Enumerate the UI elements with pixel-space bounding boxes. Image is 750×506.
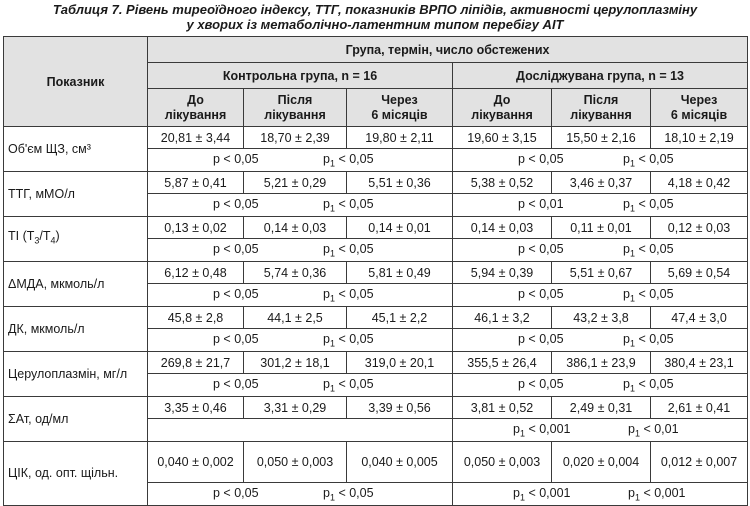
table-cell: 0,050 ± 0,003 bbox=[244, 442, 347, 483]
table-cell: 19,60 ± 3,15 bbox=[453, 127, 552, 149]
row-label: ДК, мкмоль/л bbox=[4, 307, 148, 352]
row-label: Об'єм ЩЗ, см³ bbox=[4, 127, 148, 172]
caption-line-2: у хворих із метаболічно-латентним типом перебігу АІТ bbox=[186, 17, 564, 32]
table-cell: 5,69 ± 0,54 bbox=[651, 262, 748, 284]
p-control bbox=[148, 419, 453, 442]
p-control: p < 0,05 $p_1 < 0,05$ bbox=[148, 149, 453, 172]
table-cell: 2,61 ± 0,41 bbox=[651, 397, 748, 419]
p-study: p < 0,05 $p_1 < 0,05$ bbox=[453, 284, 748, 307]
table-cell: 19,80 ± 2,11 bbox=[347, 127, 453, 149]
table-cell: 0,050 ± 0,003 bbox=[453, 442, 552, 483]
table-cell: 47,4 ± 3,0 bbox=[651, 307, 748, 329]
table-cell: 301,2 ± 18,1 bbox=[244, 352, 347, 374]
table-cell: 6,12 ± 0,48 bbox=[148, 262, 244, 284]
table-cell: 5,87 ± 0,41 bbox=[148, 172, 244, 194]
table-cell: 4,18 ± 0,42 bbox=[651, 172, 748, 194]
p-study: $p_1 < 0,001$ $p_1 < 0,01$ bbox=[453, 419, 748, 442]
table-cell: 0,11 ± 0,01 bbox=[552, 217, 651, 239]
table-cell: 5,51 ± 0,67 bbox=[552, 262, 651, 284]
p-study: $p_1 < 0,001$ $p_1 < 0,001$ bbox=[453, 483, 748, 506]
table-caption bbox=[0, 0, 750, 36]
header-study-before: До лікування bbox=[453, 89, 552, 127]
table-cell: 386,1 ± 23,9 bbox=[552, 352, 651, 374]
table-cell: 15,50 ± 2,16 bbox=[552, 127, 651, 149]
p-control: p < 0,05 $p_1 < 0,05$ bbox=[148, 374, 453, 397]
table-cell: 0,020 ± 0,004 bbox=[552, 442, 651, 483]
table-cell: 20,81 ± 3,44 bbox=[148, 127, 244, 149]
table-cell: 5,74 ± 0,36 bbox=[244, 262, 347, 284]
table-cell: 18,10 ± 2,19 bbox=[651, 127, 748, 149]
table-cell: 44,1 ± 2,5 bbox=[244, 307, 347, 329]
table-cell: 319,0 ± 20,1 bbox=[347, 352, 453, 374]
table-cell: 45,8 ± 2,8 bbox=[148, 307, 244, 329]
table-cell: 3,46 ± 0,37 bbox=[552, 172, 651, 194]
table-cell: 5,94 ± 0,39 bbox=[453, 262, 552, 284]
table-cell: 0,14 ± 0,03 bbox=[244, 217, 347, 239]
p-control: p < 0,05 $p_1 < 0,05$ bbox=[148, 284, 453, 307]
header-study-6m: Через 6 місяців bbox=[651, 89, 748, 127]
table-cell: 0,14 ± 0,01 bbox=[347, 217, 453, 239]
header-control-6m: Через 6 місяців bbox=[347, 89, 453, 127]
table-cell: 5,38 ± 0,52 bbox=[453, 172, 552, 194]
table-cell: 380,4 ± 23,1 bbox=[651, 352, 748, 374]
p-control: p < 0,05 $p_1 < 0,05$ bbox=[148, 239, 453, 262]
row-label: ΣАт, од/мл bbox=[4, 397, 148, 442]
table-cell: 2,49 ± 0,31 bbox=[552, 397, 651, 419]
table-cell: 5,21 ± 0,29 bbox=[244, 172, 347, 194]
table-cell: 3,35 ± 0,46 bbox=[148, 397, 244, 419]
row-label: ΔМДА, мкмоль/л bbox=[4, 262, 148, 307]
results-table bbox=[3, 36, 748, 506]
p-study: p < 0,01 $p_1 < 0,05$ bbox=[453, 194, 748, 217]
table-cell: 45,1 ± 2,2 bbox=[347, 307, 453, 329]
table-cell: 43,2 ± 3,8 bbox=[552, 307, 651, 329]
table-cell: 18,70 ± 2,39 bbox=[244, 127, 347, 149]
table-cell: 355,5 ± 26,4 bbox=[453, 352, 552, 374]
header-study-group: Досліджувана група, n = 13 bbox=[453, 63, 748, 89]
caption-line-1: Таблиця 7. Рівень тиреоїдного індексу, ТТГ, показників ВРПО ліпідів, активності церулоплазміну bbox=[52, 2, 698, 17]
header-control-group: Контрольна група, n = 16 bbox=[148, 63, 453, 89]
row-label: ТТГ, мМО/л bbox=[4, 172, 148, 217]
table-cell: 3,81 ± 0,52 bbox=[453, 397, 552, 419]
table-cell: 0,12 ± 0,03 bbox=[651, 217, 748, 239]
p-control: p < 0,05 $p_1 < 0,05$ bbox=[148, 329, 453, 352]
table-cell: 0,13 ± 0,02 bbox=[148, 217, 244, 239]
p-study: p < 0,05 $p_1 < 0,05$ bbox=[453, 149, 748, 172]
table-cell: 46,1 ± 3,2 bbox=[453, 307, 552, 329]
header-control-after: Після лікування bbox=[244, 89, 347, 127]
p-study: p < 0,05 $p_1 < 0,05$ bbox=[453, 374, 748, 397]
table-cell: 3,31 ± 0,29 bbox=[244, 397, 347, 419]
table-cell: 0,040 ± 0,005 bbox=[347, 442, 453, 483]
header-study-after: Після лікування bbox=[552, 89, 651, 127]
table-cell: 269,8 ± 21,7 bbox=[148, 352, 244, 374]
table-cell: 0,14 ± 0,03 bbox=[453, 217, 552, 239]
row-label: ТІ $(T_3/T_4)$ bbox=[4, 217, 148, 262]
p-control: p < 0,05 $p_1 < 0,05$ bbox=[148, 194, 453, 217]
table-cell: 5,81 ± 0,49 bbox=[347, 262, 453, 284]
table-cell: 5,51 ± 0,36 bbox=[347, 172, 453, 194]
row-label: Церулоплазмін, мг/л bbox=[4, 352, 148, 397]
header-group-term: Група, термін, число обстежених bbox=[148, 37, 748, 63]
row-label: ЦІК, од. опт. щільн. bbox=[4, 442, 148, 506]
p-study: p < 0,05 $p_1 < 0,05$ bbox=[453, 329, 748, 352]
table-cell: 0,012 ± 0,007 bbox=[651, 442, 748, 483]
header-control-before: До лікування bbox=[148, 89, 244, 127]
p-control: p < 0,05 $p_1 < 0,05$ bbox=[148, 483, 453, 506]
header-indicator: Показник bbox=[4, 37, 148, 127]
table-cell: 0,040 ± 0,002 bbox=[148, 442, 244, 483]
p-study: p < 0,05 $p_1 < 0,05$ bbox=[453, 239, 748, 262]
table-cell: 3,39 ± 0,56 bbox=[347, 397, 453, 419]
